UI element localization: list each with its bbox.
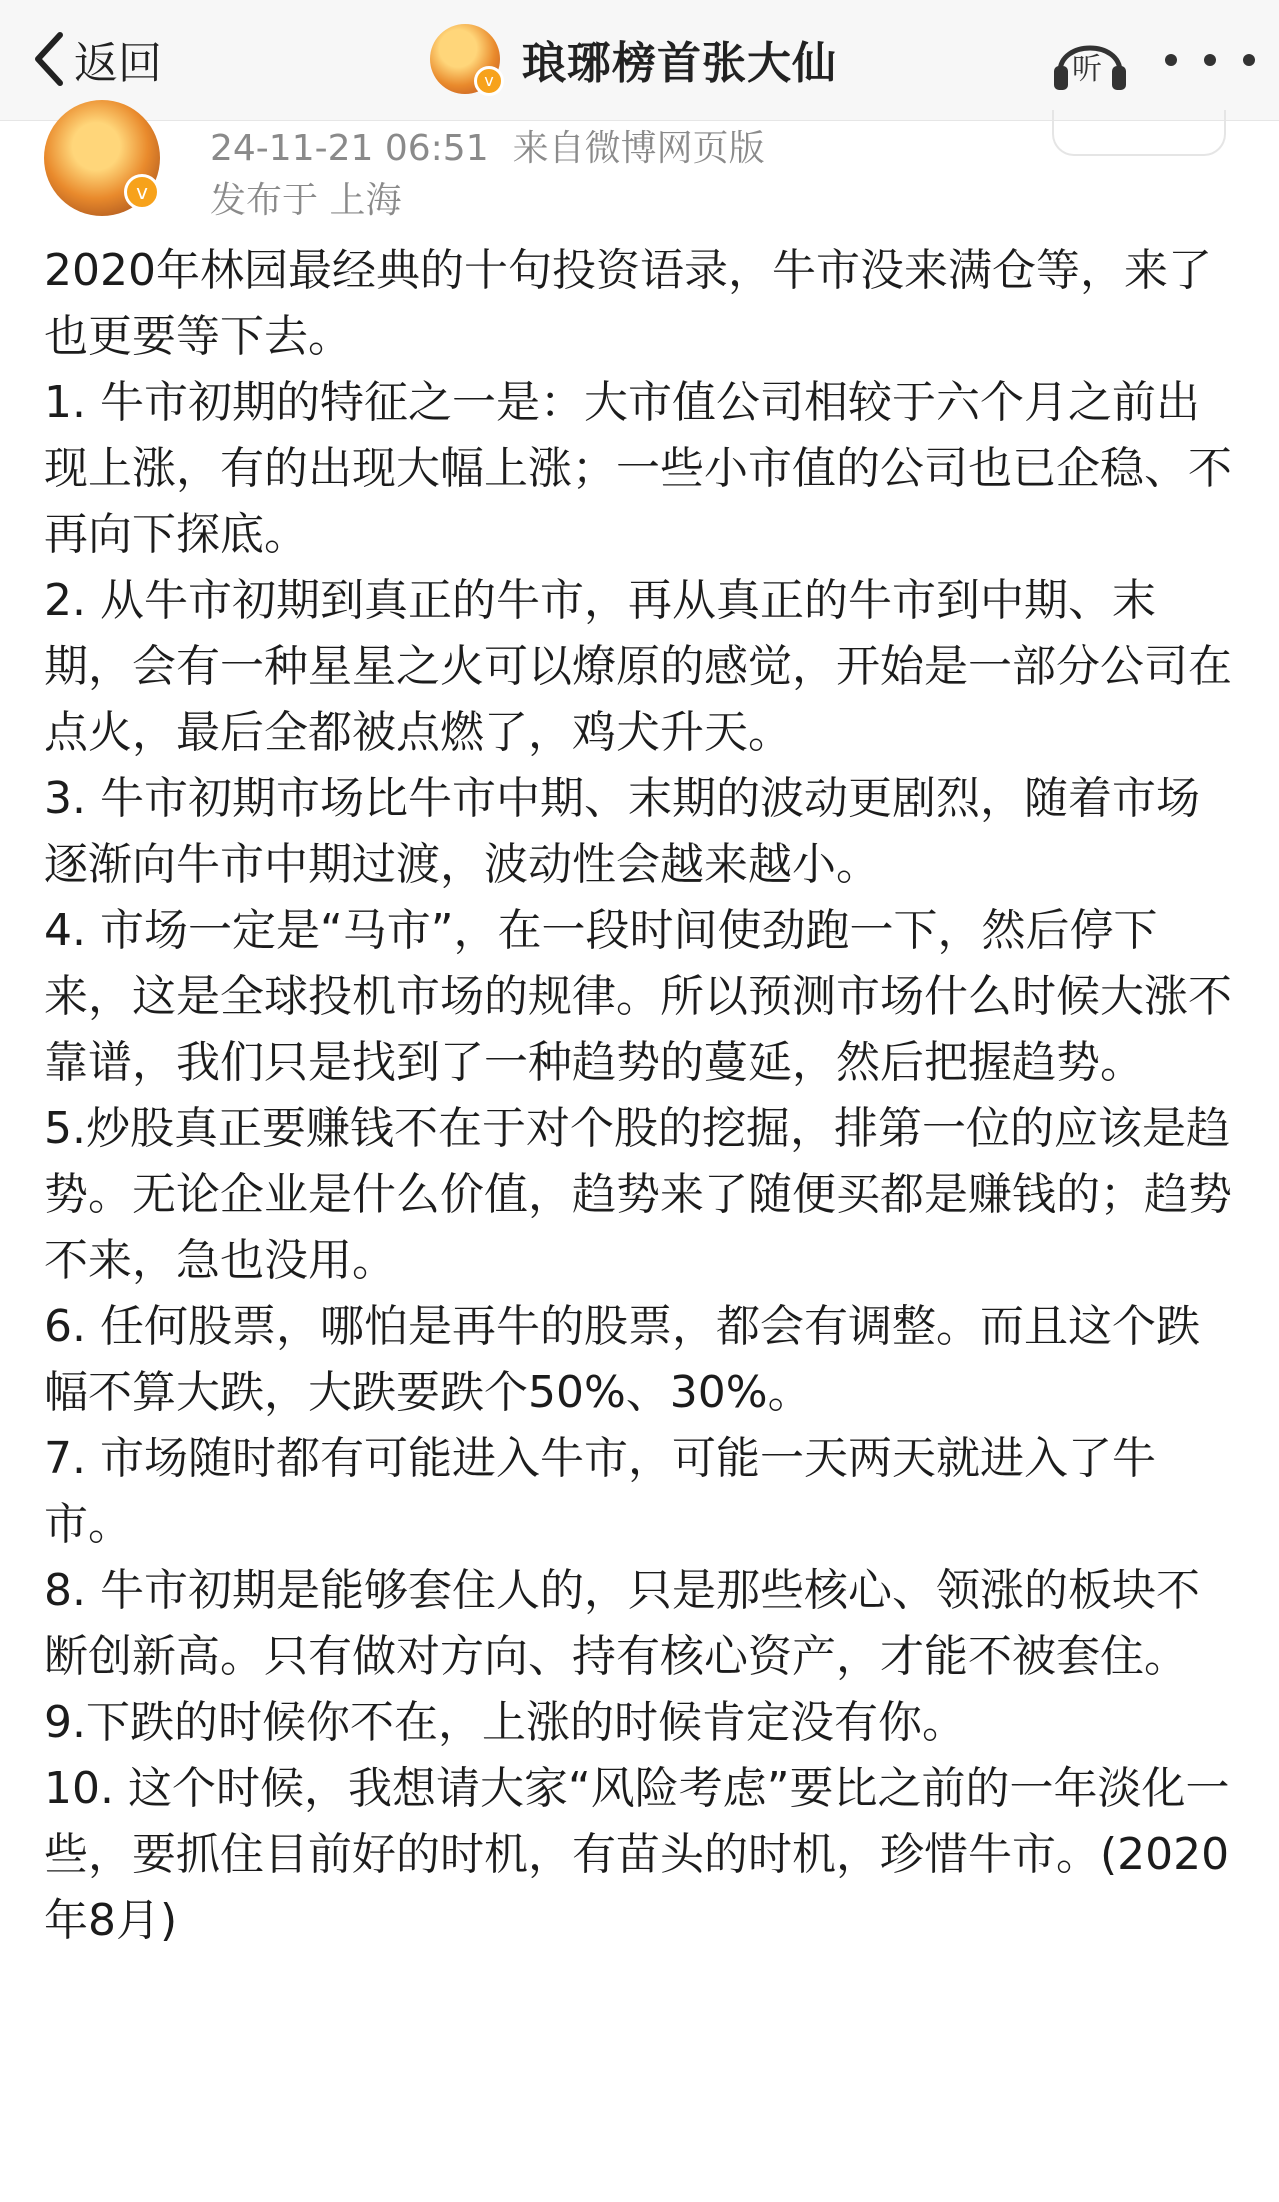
post-paragraph-7: 7. 市场随时都有可能进入牛市，可能一天两天就进入了牛市。 [44,1433,1156,1550]
more-button[interactable] [1165,30,1255,90]
post-source: 来自微博网页版 [512,128,765,169]
listen-button[interactable] [1050,26,1130,96]
post-location: 发布于 上海 [210,180,402,221]
chevron-left-icon [30,29,68,89]
post-paragraph-4: 4. 市场一定是“马市”，在一段时间使劲跑一下，然后停下来，这是全球投机市场的规律。所以预测市场什么时候大涨不靠谱，我们只是找到了一种趋势的蔓延，然后把握趋势。 [44,905,1232,1088]
post-meta [210,120,765,171]
verified-badge-icon: v [124,174,160,210]
follow-button[interactable] [1052,110,1226,156]
post-paragraph-8: 8. 牛市初期是能够套住人的，只是那些核心、领涨的板块不断创新高。只有做对方向、持有核心资产，才能不被套住。 [44,1565,1200,1682]
post-paragraph-intro: 2020年林园最经典的十句投资语录，牛市没来满仓等，来了也更要等下去。 [44,245,1212,362]
nav-user-header[interactable] [430,16,837,102]
post-paragraph-2: 2. 从牛市初期到真正的牛市，再从真正的牛市到中期、末期，会有一种星星之火可以燎原的感觉，开始是一部分公司在点火，最后全都被点燃了，鸡犬升天。 [44,575,1232,758]
post-paragraph-9: 9.下跌的时候你不在，上涨的时候肯定没有你。 [44,1697,966,1748]
avatar[interactable] [430,24,500,94]
top-nav-bar [0,0,1279,121]
back-button[interactable] [30,24,162,94]
more-dots-icon [1204,54,1216,66]
verified-badge-icon: v [474,66,504,96]
post-body [44,238,1239,1954]
more-dots-icon [1243,54,1255,66]
listen-label: 听 [1072,52,1102,87]
post-paragraph-6: 6. 任何股票，哪怕是再牛的股票，都会有调整。而且这个跌幅不算大跌，大跌要跌个50%、30%。 [44,1301,1200,1418]
author-avatar[interactable] [44,100,160,216]
username[interactable]: 琅琊榜首张大仙 [522,38,837,89]
post-paragraph-3: 3. 牛市初期市场比牛市中期、末期的波动更剧烈，随着市场逐渐向牛市中期过渡，波动性会越来越小。 [44,773,1200,890]
back-label: 返回 [74,38,162,89]
more-dots-icon [1165,54,1177,66]
post-paragraph-5: 5.炒股真正要赚钱不在于对个股的挖掘，排第一位的应该是趋势。无论企业是什么价值，趋势来了随便买都是赚钱的；趋势不来，急也没用。 [44,1103,1232,1286]
post-paragraph-10: 10. 这个时候，我想请大家“风险考虑”要比之前的一年淡化一些，要抓住目前好的时机，有苗头的时机，珍惜牛市。(2020年8月) [44,1763,1230,1946]
post-timestamp: 24-11-21 06:51 [210,128,489,169]
post-paragraph-1: 1. 牛市初期的特征之一是：大市值公司相较于六个月之前出现上涨，有的出现大幅上涨；一些小市值的公司也已企稳、不再向下探底。 [44,377,1232,560]
post-header [0,120,1279,220]
